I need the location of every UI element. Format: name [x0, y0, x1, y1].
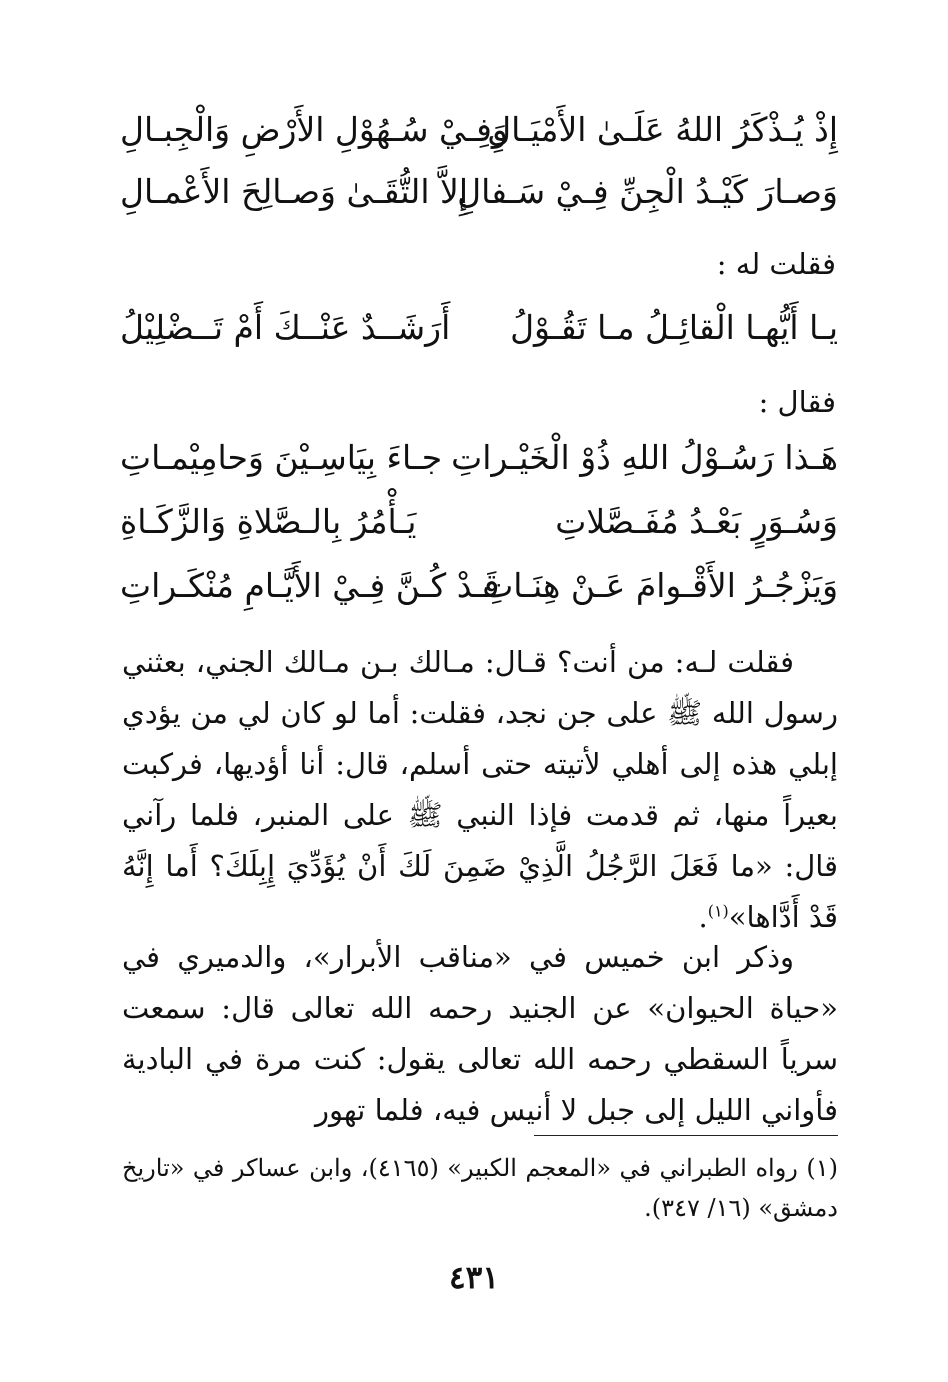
paragraph-text: فقلت لـه: من أنت؟ قـال: مـالك بـن مـالك الجني، بعثني رسول الله ﷺ على جن نجد، فقلت: أما لو كان لي من يؤدي إبلي هذه إلى أهلي لأتيته حتى أسلم، قال: أنا أؤديها، فركبت بعيراً منها، ثم قدمت فإذا النبي ﷺ على المنبر، فلما رآني قال: «ما فَعَلَ الرَّجُلُ الَّذِيْ ضَمِنَ لَكَ أَنْ يُؤَدِّيَ إِبِلَكَ؟ أَما إِنَّهُ قَدْ أَدَّاها»	[122, 645, 838, 934]
page-number: ٤٣١	[449, 1260, 499, 1296]
verse-line	[120, 100, 838, 160]
verse-second-hemistich: أَرَشَــدٌ عَنْــكَ أَمْ تَــضْلِيْلُ	[120, 308, 451, 347]
verse-first-hemistich: هَـذا رَسُـوْلُ اللهِ ذُوْ الْخَيْـراتِ	[451, 438, 838, 477]
verse-first-hemistich: يـا أَيُّهـا الْقائِـلُ مـا تَقُـوْلُ	[510, 308, 838, 347]
verse-line	[120, 162, 838, 222]
footnote-separator	[534, 1135, 838, 1136]
verse-line	[120, 556, 838, 616]
verse-second-hemistich: وَفِـيْ سُـهُوْلِ الأَرْضِ وَالْجِبـالِ	[120, 110, 508, 149]
verse-line	[120, 492, 838, 552]
narrative-paragraph	[122, 637, 838, 943]
verse-second-hemistich: يَـأْمُرُ بِالـصَّلاةِ وَالزَّكَـاةِ	[120, 502, 417, 541]
speaker-lead: فقلت له :	[716, 247, 836, 281]
speaker-lead: فقال :	[758, 385, 836, 419]
verse-first-hemistich: إِذْ يُـذْكَرُ اللهُ عَلَـىٰ الأَمْيَـالِ	[487, 110, 838, 149]
verse-first-hemistich: وَصـارَ كَيْـدُ الْجِنِّ فِـيْ سَـفالِ	[457, 172, 838, 211]
verse-line	[120, 298, 838, 358]
verse-second-hemistich: جـاءَ بِيَاسِـيْنَ وَحامِيْمـاتِ	[120, 438, 443, 477]
footnote-marker: (١)	[707, 901, 729, 921]
footnote: (١) رواه الطبراني في «المعجم الكبير» (٤١٦٥)، وابن عساكر في «تاريخ دمشق» (١٦/ ٣٤٧).	[122, 1154, 838, 1222]
paragraph-text: وذكر ابن خميس في «مناقب الأبرار»، والدميري في «حياة الحيوان» عن الجنيد رحمه الله تعالى قال: سمعت سرياً السقطي رحمه الله تعالى يقول: كنت مرة في البادية فأواني الليل إلى جبل لا أنيس فيه، فلما تهور	[122, 940, 838, 1127]
paragraph-end-punctuation: .	[698, 900, 708, 934]
narrative-paragraph	[122, 932, 838, 1136]
verse-second-hemistich: قَـدْ كُـنَّ فِـيْ الأَيَّـامِ مُنْكَـراتِ	[120, 566, 500, 605]
verse-first-hemistich: وَيَزْجُـرُ الأَقْـوامَ عَـنْ هِنَـاتِ	[482, 566, 838, 605]
verse-line	[120, 428, 838, 488]
verse-second-hemistich: إِلاَّ التُّقَـىٰ وَصـالِحَ الأَعْمـالِ	[120, 172, 468, 211]
verse-first-hemistich: وَسُـوَرٍ بَعْـدُ مُفَـصَّلاتِ	[555, 502, 838, 541]
